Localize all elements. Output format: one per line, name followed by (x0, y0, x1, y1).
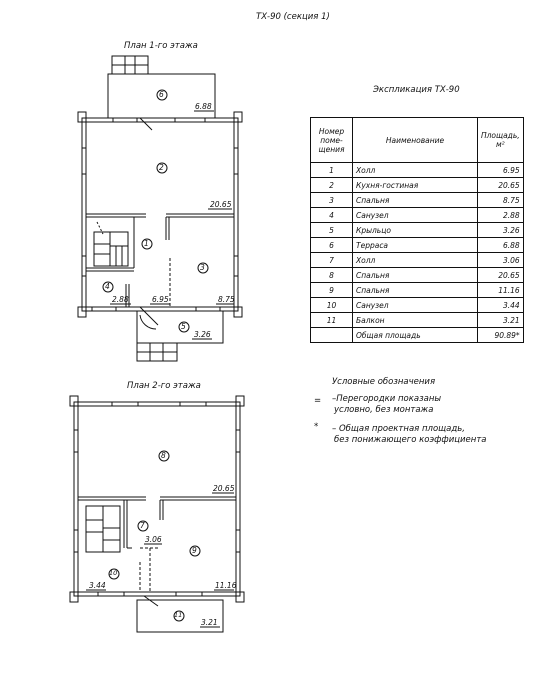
row-area: 6.88 (478, 238, 524, 253)
legend-area-line1: – Общая проектная площадь, (332, 424, 465, 434)
row-area: 2.88 (478, 208, 524, 223)
row-name: Общая площадь (353, 328, 478, 343)
table-row (311, 178, 524, 193)
area-sanuzel-1: 2.88 (112, 295, 129, 304)
row-area: 20.65 (478, 268, 524, 283)
room-mark-2: 2 (159, 163, 164, 172)
room-mark-1: 1 (144, 239, 149, 248)
row-number: 5 (311, 223, 353, 238)
explication-table (310, 117, 524, 343)
area-terrace: 6.88 (195, 102, 212, 111)
legend-area-line2: без понижающего коэффициента (334, 435, 487, 445)
area-bedroom-3: 8.75 (218, 295, 235, 304)
table-row (311, 268, 524, 283)
row-area: 3.26 (478, 223, 524, 238)
table-row (311, 313, 524, 328)
explication-title: Экспликация ТХ-90 (373, 85, 460, 95)
plan2-drawing (70, 396, 244, 632)
legend-title: Условные обозначения (332, 377, 436, 387)
table-row (311, 223, 524, 238)
row-number: 7 (311, 253, 353, 268)
area-hall-7: 3.06 (145, 535, 162, 544)
room-mark-7: 7 (140, 521, 145, 530)
row-number: 9 (311, 283, 353, 298)
row-name: Терраса (353, 238, 478, 253)
row-area: 3.44 (478, 298, 524, 313)
row-number: 11 (311, 313, 353, 328)
row-area: 90.89* (478, 328, 524, 343)
area-porch: 3.26 (194, 330, 211, 339)
room-mark-8: 8 (161, 451, 166, 460)
row-name: Кухня-гостиная (353, 178, 478, 193)
table-row (311, 208, 524, 223)
row-number: 8 (311, 268, 353, 283)
legend-symbol-partition: = (314, 396, 322, 406)
legend-symbol-asterisk: * (314, 422, 319, 432)
row-name: Санузел (353, 208, 478, 223)
row-name: Санузел (353, 298, 478, 313)
table-row (311, 253, 524, 268)
room-mark-5: 5 (181, 322, 186, 331)
room-mark-11: 11 (174, 611, 183, 619)
row-number: 3 (311, 193, 353, 208)
row-area: 11.16 (478, 283, 524, 298)
row-area: 8.75 (478, 193, 524, 208)
row-area: 20.65 (478, 178, 524, 193)
row-number: 1 (311, 163, 353, 178)
area-hall-1: 6.95 (152, 295, 169, 304)
room-mark-6: 6 (159, 90, 164, 99)
table-row (311, 163, 524, 178)
area-kitchen: 20.65 (210, 200, 232, 209)
header-name: Наименование (353, 118, 478, 163)
header-number: Номер поме- щения (311, 118, 353, 163)
plan2-title: План 2-го этажа (127, 381, 201, 391)
table-row (311, 283, 524, 298)
room-mark-3: 3 (200, 263, 205, 272)
area-balcony: 3.21 (201, 618, 218, 627)
row-area: 3.21 (478, 313, 524, 328)
row-name: Холл (353, 253, 478, 268)
header-area: Площадь, м² (478, 118, 524, 163)
table-row (311, 298, 524, 313)
room-mark-4: 4 (105, 282, 110, 291)
area-bedroom-9: 11.16 (215, 581, 237, 590)
row-area: 3.06 (478, 253, 524, 268)
row-number: 2 (311, 178, 353, 193)
table-total-row (311, 328, 524, 343)
area-bedroom-8: 20.65 (213, 484, 235, 493)
page-title: ТХ-90 (секция 1) (256, 12, 330, 22)
row-name: Спальня (353, 193, 478, 208)
plan1-title: План 1-го этажа (124, 41, 198, 51)
row-name: Холл (353, 163, 478, 178)
row-name: Спальня (353, 283, 478, 298)
row-area: 6.95 (478, 163, 524, 178)
room-mark-10: 10 (109, 569, 118, 577)
table-row (311, 238, 524, 253)
row-name: Балкон (353, 313, 478, 328)
row-number: 4 (311, 208, 353, 223)
row-name: Крыльцо (353, 223, 478, 238)
row-name: Спальня (353, 268, 478, 283)
area-sanuzel-10: 3.44 (89, 581, 106, 590)
row-number (311, 328, 353, 343)
row-number: 6 (311, 238, 353, 253)
legend-partition-line1: –Перегородки показаны (332, 394, 442, 404)
room-mark-9: 9 (192, 546, 197, 555)
table-row (311, 193, 524, 208)
table-header-row (311, 118, 524, 163)
row-number: 10 (311, 298, 353, 313)
legend-partition-line2: условно, без монтажа (334, 405, 434, 415)
